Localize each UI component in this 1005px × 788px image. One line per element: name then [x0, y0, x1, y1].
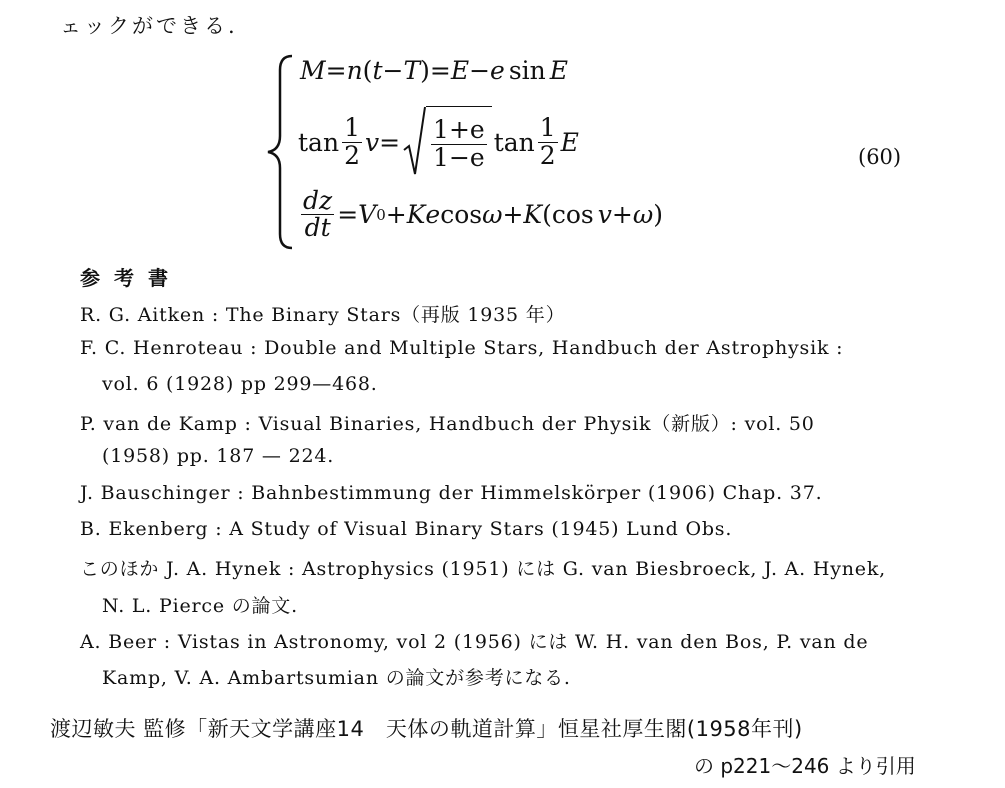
var-V: V	[358, 200, 377, 230]
equals-sign: =	[429, 56, 451, 85]
fraction-numerator: 1	[344, 113, 360, 143]
equation-kepler	[300, 56, 568, 85]
radicand	[426, 106, 492, 178]
fraction-dz-dt	[301, 188, 334, 242]
fraction-half	[342, 115, 362, 169]
minus-sign: −	[382, 56, 404, 85]
fraction-denominator: dt	[304, 213, 331, 243]
plus-sign: +	[611, 200, 633, 230]
reference-line: R. G. Aitken : The Binary Stars（再版 1935 年）	[80, 304, 566, 326]
var-v: v	[597, 200, 612, 230]
reference-line: F. C. Henroteau : Double and Multiple Stars, Handbuch der Astrophysik :	[80, 337, 844, 359]
var-e: e	[425, 200, 441, 230]
source-credit: 渡辺敏夫 監修「新天文学講座14 天体の軌道計算」恒星社厚生閣(1958年刊)	[50, 717, 803, 741]
reference-line: Kamp, V. A. Ambartsumian の論文が参考になる.	[102, 667, 571, 689]
minus-sign: −	[469, 56, 491, 85]
references-heading: 参考書	[80, 266, 182, 290]
var-omega: ω	[632, 200, 654, 230]
reference-line: (1958) pp. 187 — 224.	[102, 445, 335, 467]
equals-sign: =	[337, 200, 359, 230]
var-M: M	[300, 56, 326, 85]
reference-line: vol. 6 (1928) pp 299—468.	[102, 373, 378, 395]
square-root	[402, 106, 492, 178]
equation-number: (60)	[858, 145, 902, 169]
paren-open: (	[362, 56, 373, 85]
var-E: E	[560, 127, 579, 157]
left-brace	[258, 48, 298, 258]
func-tan: tan	[493, 127, 535, 157]
var-K: K	[406, 200, 426, 230]
var-omega: ω	[482, 200, 503, 230]
equation-system	[258, 48, 958, 263]
fraction-denominator: 1−e	[433, 142, 485, 172]
plus-sign: +	[385, 200, 407, 230]
paren-close: )	[653, 200, 663, 230]
reference-line: J. Bauschinger : Bahnbestimmung der Himmelskörper (1906) Chap. 37.	[80, 482, 823, 504]
func-cos: cos	[440, 200, 483, 230]
plus-sign: +	[502, 200, 524, 230]
var-v: v	[364, 127, 380, 157]
paren-open: (	[542, 200, 552, 230]
func-cos: cos	[551, 200, 594, 230]
fraction-numerator: dz	[303, 186, 333, 215]
fraction-half	[538, 115, 558, 169]
var-n: n	[346, 56, 363, 85]
intro-text: ェックができる.	[60, 14, 238, 38]
fraction-numerator: 1	[539, 113, 556, 143]
reference-line: B. Ekenberg : A Study of Visual Binary Stars (1945) Lund Obs.	[80, 518, 733, 540]
var-K: K	[523, 200, 543, 230]
equation-radial-velocity	[298, 188, 663, 242]
fraction-numerator: 1+e	[433, 115, 485, 145]
func-sin: sin	[508, 56, 546, 85]
reference-line: P. van de Kamp : Visual Binaries, Handbuch der Physik（新版）: vol. 50	[80, 413, 815, 435]
subscript-zero: 0	[376, 205, 386, 224]
fraction-eccentricity	[431, 117, 487, 171]
reference-line: このほか J. A. Hynek : Astrophysics (1951) には G. van Biesbroeck, J. A. Hynek,	[80, 558, 886, 580]
fraction-denominator: 2	[539, 140, 556, 170]
equals-sign: =	[325, 56, 347, 85]
var-E: E	[450, 56, 470, 85]
reference-line: N. L. Pierce の論文.	[102, 595, 298, 617]
equals-sign: =	[379, 127, 401, 157]
reference-line: A. Beer : Vistas in Astronomy, vol 2 (1956) には W. H. van den Bos, P. van de	[80, 631, 869, 653]
var-T: T	[403, 56, 421, 85]
paren-close: )	[420, 56, 430, 85]
var-e: e	[490, 56, 505, 85]
radical-sign-icon	[402, 106, 426, 178]
var-E: E	[549, 56, 569, 85]
fraction-denominator: 2	[344, 140, 360, 170]
equation-true-anomaly	[298, 106, 579, 178]
var-t: t	[372, 56, 383, 85]
func-tan: tan	[298, 127, 340, 157]
source-credit-pages: の p221～246 より引用	[694, 754, 916, 778]
